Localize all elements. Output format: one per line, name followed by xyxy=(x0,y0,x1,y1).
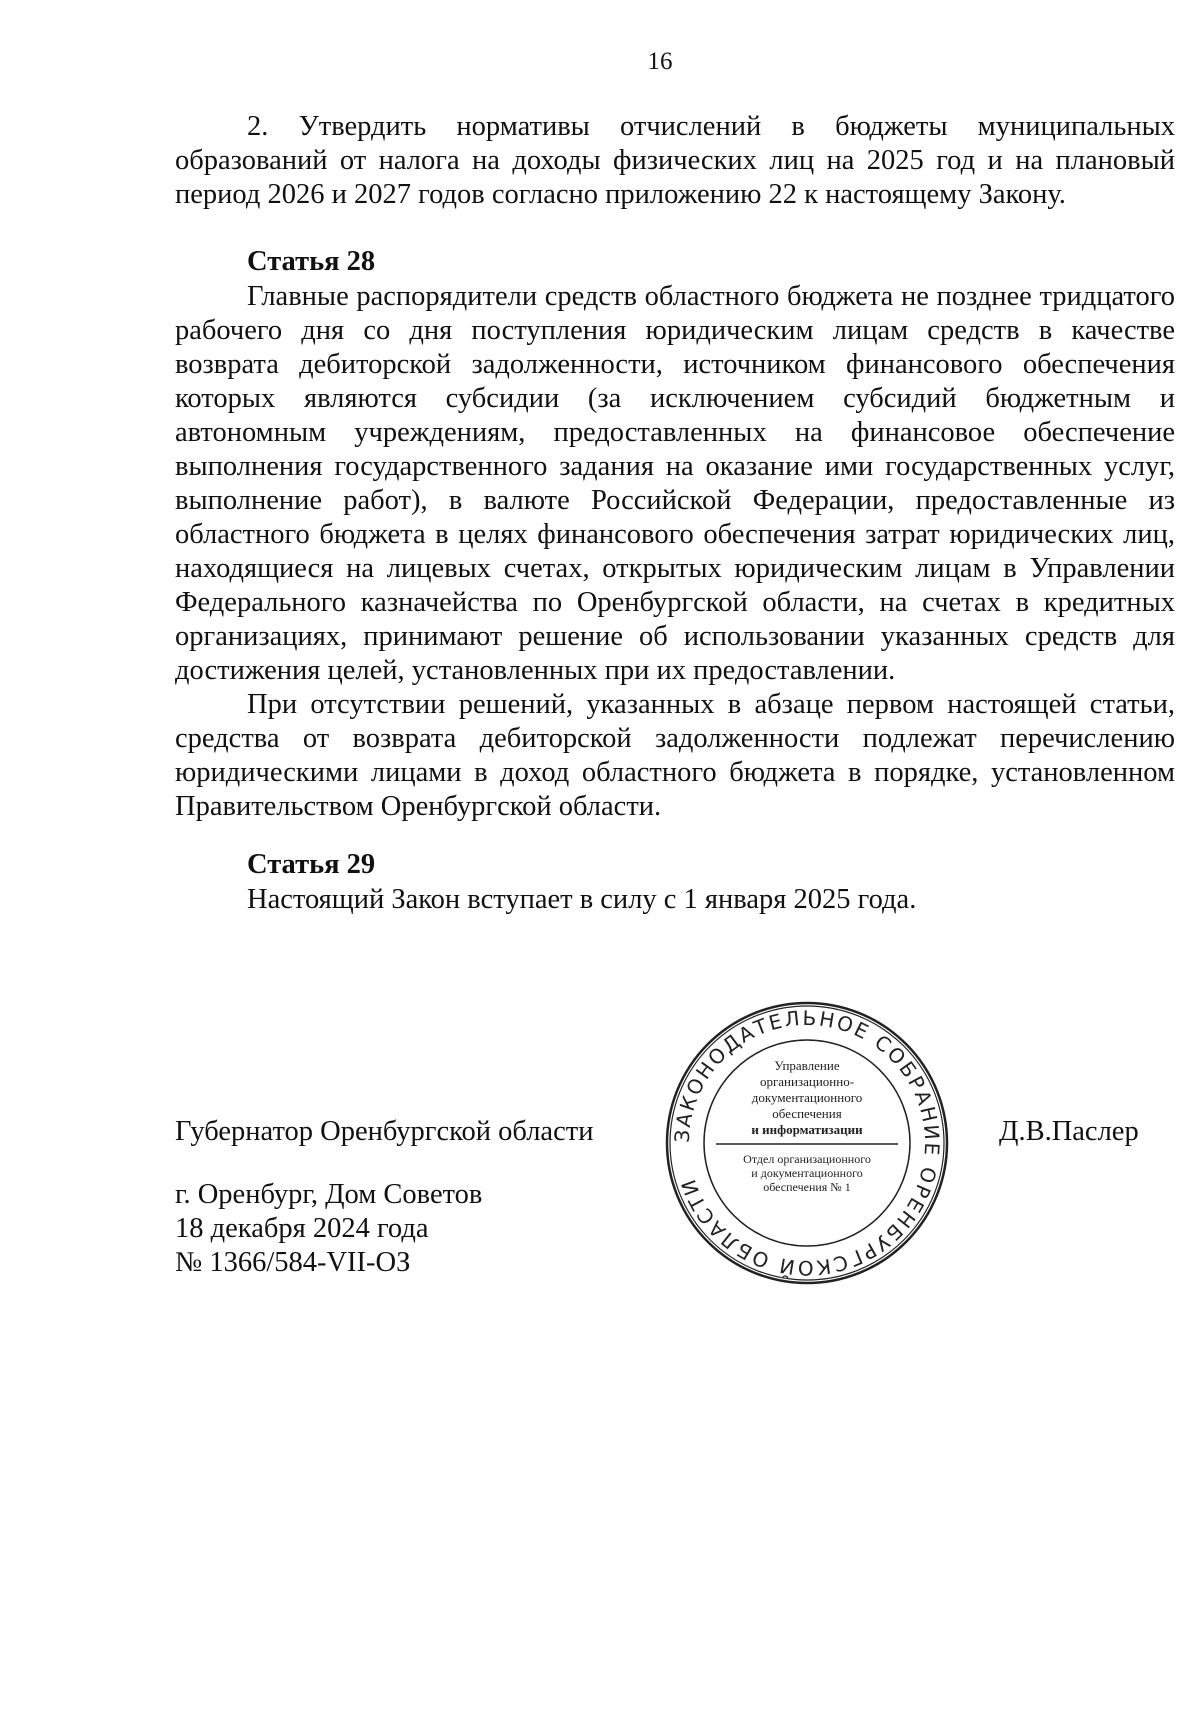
signature-position: Губернатор Оренбургской области xyxy=(175,1116,594,1147)
signature-place: г. Оренбург, Дом Советов xyxy=(175,1179,483,1210)
stamp-inner-line-6: Отдел организационного xyxy=(743,1152,871,1166)
stamp-outer-text: ЗАКОНОДАТЕЛЬНОЕ СОБРАНИЕ ОРЕНБУРГСКОЙ ОБЛАСТИ xyxy=(669,1005,945,1281)
page-number: 16 xyxy=(647,48,673,75)
item-2 xyxy=(175,110,1175,212)
article-28-paragraph-1: Главные распорядители средств областного бюджета не позднее тридцатого рабочего дня со дня поступления юридическим лицам средств в качестве возврата дебиторской задолженности, источником финансового обеспечения которых являются субсидии (за исключением субсидий бюджетным и автономным учреждениям, предоставленных на финансовое обеспечение выполнения государственного задания на оказание ими государственных услуг, выполнение работ), в валюте Российской Федерации, предоставленные из областного бюджета в целях финансового обеспечения затрат юридических лиц, находящиеся на лицевых счетах, открытых юридическим лицам в Управлении Федерального казначейства по Оренбургской области, на счетах в кредитных организациях, принимают решение об использовании указанных средств для достижения целей, установленных при их предоставлении. xyxy=(175,281,1175,686)
stamp-inner-line-5: и информатизации xyxy=(751,1122,863,1137)
stamp-inner-line-2: организационно- xyxy=(759,1074,855,1089)
signature-name: Д.В.Паслер xyxy=(999,1116,1139,1147)
svg-text:ЗАКОНОДАТЕЛЬНОЕ СОБРАНИЕ ОРЕНБ xyxy=(670,1006,944,1280)
stamp-inner-line-8: обеспечения № 1 xyxy=(763,1180,851,1194)
item-2-text: 2. Утвердить нормативы отчислений в бюджеты муниципальных образований от налога на доходы физических лиц на 2025 год и на плановый период 2026 и 2027 годов согласно приложению 22 к настоящему Закону. xyxy=(175,111,1175,210)
signature-date: 18 декабря 2024 года xyxy=(175,1213,429,1244)
article-29-heading: Статья 29 xyxy=(247,849,376,880)
article-28-body xyxy=(175,280,1175,824)
official-stamp xyxy=(664,1000,950,1286)
article-28-paragraph-2: При отсутствии решений, указанных в абзаце первом настоящей статьи, средства от возврата дебиторской задолженности подлежат перечислению юридическими лицами в доход областного бюджета в порядке, установленном Правительством Оренбургской области. xyxy=(175,689,1175,822)
stamp-inner-line-1: Управление xyxy=(774,1058,840,1073)
article-28-heading: Статья 28 xyxy=(247,246,376,277)
stamp-inner-line-3: документационного xyxy=(751,1090,863,1105)
stamp-inner-line-4: обеспечения xyxy=(772,1106,842,1121)
signature-number: № 1366/584-VII-ОЗ xyxy=(175,1247,411,1278)
stamp-inner-line-7: и документационного xyxy=(751,1166,863,1180)
article-29-text: Настоящий Закон вступает в силу с 1 января 2025 года. xyxy=(247,884,917,915)
